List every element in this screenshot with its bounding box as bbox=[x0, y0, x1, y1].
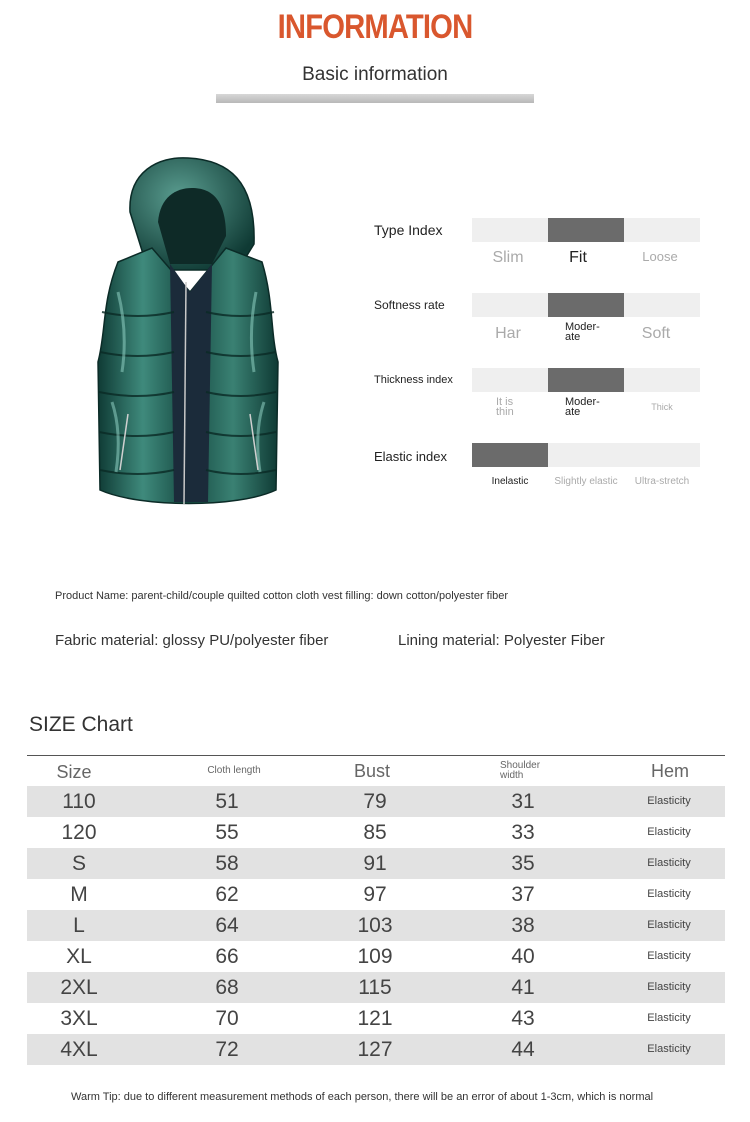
warm-tip: Warm Tip: due to different measurement methods of each person, there will be an error of about 1-3cm, which is normal bbox=[71, 1091, 654, 1103]
cell-shoulder-width: 35 bbox=[511, 852, 535, 875]
thickness-segment-thin bbox=[472, 368, 548, 392]
table-row bbox=[27, 879, 725, 910]
page-title: INFORMATION bbox=[277, 8, 473, 46]
cell-cloth-length: 62 bbox=[215, 883, 239, 906]
cell-bust: 115 bbox=[358, 976, 392, 999]
table-row bbox=[27, 910, 725, 941]
vest-image bbox=[88, 152, 288, 517]
cell-bust: 79 bbox=[363, 790, 387, 813]
table-row bbox=[27, 848, 725, 879]
cell-shoulder-width: 38 bbox=[511, 914, 535, 937]
type-index-option-slim: Slim bbox=[492, 249, 524, 266]
type-index-label: Type Index bbox=[374, 222, 443, 238]
cell-size: 3XL bbox=[60, 1007, 98, 1030]
thickness-option-thick: Thick bbox=[651, 402, 673, 412]
cell-size: 4XL bbox=[60, 1038, 98, 1061]
cell-bust: 85 bbox=[363, 821, 387, 844]
cell-cloth-length: 70 bbox=[215, 1007, 239, 1030]
table-row bbox=[27, 786, 725, 817]
cell-shoulder-width: 43 bbox=[511, 1007, 535, 1030]
type-index-segment-loose bbox=[624, 218, 700, 242]
thickness-segment-moderate bbox=[548, 368, 624, 392]
section-subtitle: Basic information bbox=[302, 64, 448, 85]
fabric-material: Fabric material: glossy PU/polyester fiber bbox=[55, 632, 329, 649]
softness-rate-label: Softness rate bbox=[374, 298, 445, 312]
cell-shoulder-width: 41 bbox=[511, 976, 535, 999]
elastic-option-slightly: Slightly elastic bbox=[554, 476, 618, 487]
type-index-segment-slim bbox=[472, 218, 548, 242]
cell-bust: 121 bbox=[357, 1007, 393, 1030]
elastic-option-inelastic: Inelastic bbox=[491, 476, 529, 487]
cell-cloth-length: 58 bbox=[215, 852, 239, 875]
cell-bust: 109 bbox=[357, 945, 393, 968]
header-bust: Bust bbox=[353, 761, 391, 781]
cell-shoulder-width: 31 bbox=[511, 790, 535, 813]
cell-bust: 91 bbox=[363, 852, 387, 875]
cell-size: L bbox=[73, 914, 85, 937]
cell-hem: Elasticity bbox=[647, 950, 691, 962]
type-index-option-loose: Loose bbox=[642, 249, 678, 264]
elastic-segment-ultra bbox=[624, 443, 700, 467]
cell-hem: Elasticity bbox=[647, 857, 691, 869]
cell-hem: Elasticity bbox=[647, 1012, 691, 1024]
cell-size: S bbox=[71, 852, 86, 875]
product-name: Product Name: parent-child/couple quilted cotton cloth vest filling: down cotton/polyester fiber bbox=[55, 590, 509, 602]
elastic-segment-inelastic bbox=[472, 443, 548, 467]
softness-option-moderate: Moder- ate bbox=[565, 321, 600, 343]
thickness-option-moderate: Moder- ate bbox=[565, 396, 600, 418]
cell-cloth-length: 64 bbox=[215, 914, 239, 937]
cell-hem: Elasticity bbox=[647, 919, 691, 931]
softness-segment-moderate bbox=[548, 293, 624, 317]
cell-bust: 97 bbox=[363, 883, 387, 906]
table-row bbox=[27, 1003, 725, 1034]
cell-cloth-length: 68 bbox=[215, 976, 239, 999]
table-row bbox=[27, 817, 725, 848]
cell-size: M bbox=[70, 883, 88, 906]
header-cloth-length: Cloth length bbox=[207, 765, 261, 776]
elastic-index-label: Elastic index bbox=[374, 449, 447, 464]
size-chart-title: SIZE Chart bbox=[29, 713, 133, 736]
elastic-option-ultra: Ultra-stretch bbox=[634, 476, 690, 487]
cell-shoulder-width: 33 bbox=[511, 821, 535, 844]
cell-cloth-length: 55 bbox=[215, 821, 239, 844]
type-index-segment-fit bbox=[548, 218, 624, 242]
softness-segment-soft bbox=[624, 293, 700, 317]
softness-segment-hard bbox=[472, 293, 548, 317]
cell-hem: Elasticity bbox=[647, 1043, 691, 1055]
cell-size: 2XL bbox=[60, 976, 98, 999]
cell-hem: Elasticity bbox=[647, 795, 691, 807]
cell-cloth-length: 66 bbox=[215, 945, 239, 968]
softness-option-hard: Har bbox=[495, 325, 521, 342]
type-index-option-fit: Fit bbox=[569, 249, 587, 266]
thickness-segment-thick bbox=[624, 368, 700, 392]
table-row bbox=[27, 972, 725, 1003]
softness-option-soft: Soft bbox=[641, 325, 671, 342]
lining-material: Lining material: Polyester Fiber bbox=[398, 632, 605, 649]
table-row bbox=[27, 941, 725, 972]
subtitle-underline bbox=[216, 94, 534, 103]
cell-bust: 127 bbox=[357, 1038, 393, 1061]
header-hem: Hem bbox=[650, 761, 689, 781]
cell-cloth-length: 72 bbox=[215, 1038, 239, 1061]
elastic-segment-slightly bbox=[548, 443, 624, 467]
cell-cloth-length: 51 bbox=[215, 790, 239, 813]
cell-shoulder-width: 44 bbox=[511, 1038, 535, 1061]
cell-size: 120 bbox=[61, 821, 97, 844]
cell-bust: 103 bbox=[357, 914, 393, 937]
cell-size: 110 bbox=[62, 790, 96, 813]
cell-shoulder-width: 40 bbox=[511, 945, 535, 968]
cell-hem: Elasticity bbox=[647, 981, 691, 993]
cell-hem: Elasticity bbox=[647, 888, 691, 900]
table-row bbox=[27, 1034, 725, 1065]
cell-hem: Elasticity bbox=[647, 826, 691, 838]
thickness-option-thin: It is thin bbox=[496, 396, 514, 418]
cell-size: XL bbox=[66, 945, 92, 968]
thickness-index-label: Thickness index bbox=[374, 374, 453, 386]
cell-shoulder-width: 37 bbox=[511, 883, 535, 906]
header-shoulder-width: Shoulder width bbox=[500, 760, 541, 781]
header-size: Size bbox=[56, 762, 92, 782]
